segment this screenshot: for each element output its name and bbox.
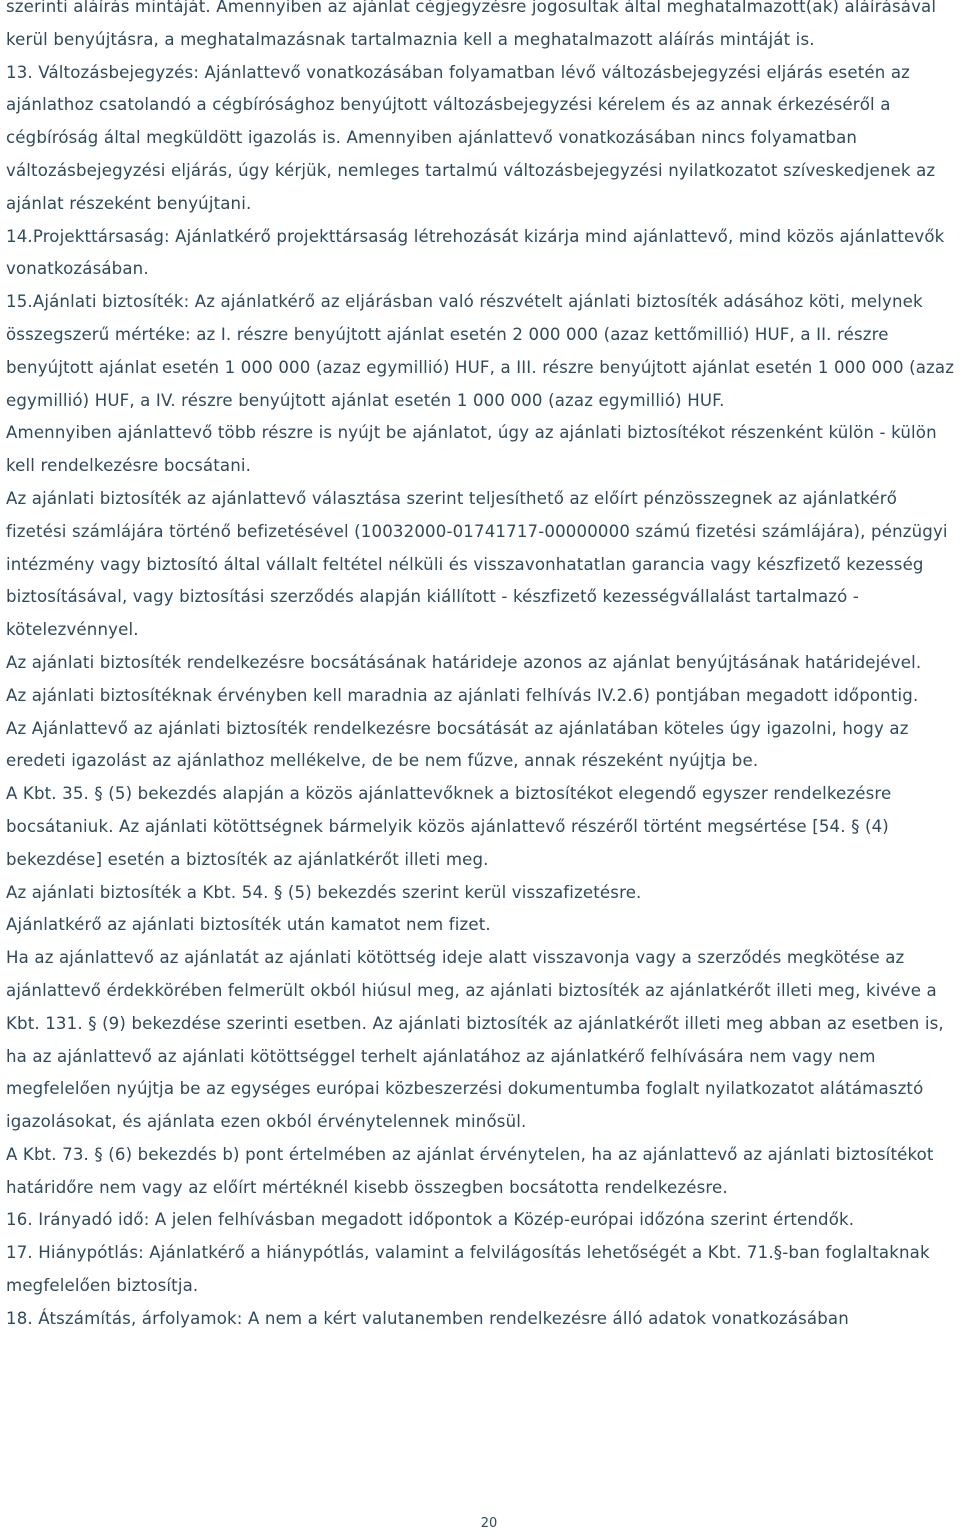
paragraph-security-validity: Az ajánlati biztosítéknak érvényben kell maradnia az ajánlati felhívás IV.2.6) pontjában megadott időpontig. bbox=[6, 685, 919, 705]
paragraph-14-project-company: 14.Projekttársaság: Ajánlatkérő projekttársaság létrehozását kizárja mind ajánlattevő, mind közös ajánlattevők vonatkozásában. bbox=[6, 226, 945, 279]
paragraph-security-deadline: Az ajánlati biztosíték rendelkezésre bocsátásának határideje azonos az ajánlat benyújtásának határidejével. bbox=[6, 652, 922, 672]
paragraph-signature-sample: szerinti aláírás mintáját. Amennyiben az ajánlat cégjegyzésre jogosultak által meghatalmazott(ak) aláírásával kerül benyújtásra, a meghatalmazásnak tartalmaznia kell a meghatalmazott aláírás mintáját is. bbox=[6, 0, 937, 49]
paragraph-multiple-parts: Amennyiben ajánlattevő több részre is nyújt be ajánlatot, úgy az ajánlati biztosítékot részenként külön - külön kell rendelkezésre bocsátani. bbox=[6, 423, 937, 476]
paragraph-security-proof: Az Ajánlattevő az ajánlati biztosíték rendelkezésre bocsátását az ajánlatában köteles úgy igazolni, hogy az eredeti igazolást az ajánlathoz mellékelve, de be nem fűzve, annak részeként nyújtja be. bbox=[6, 718, 909, 771]
page-number: 20 bbox=[480, 1516, 498, 1531]
document-body bbox=[6, 0, 956, 1336]
paragraph-no-interest: Ajánlatkérő az ajánlati biztosíték után kamatot nem fizet. bbox=[6, 915, 491, 935]
paragraph-security-refund: Az ajánlati biztosíték a Kbt. 54. § (5) bekezdés szerint kerül visszafizetésre. bbox=[6, 882, 642, 902]
paragraph-13-change-registration: 13. Változásbejegyzés: Ajánlattevő vonatkozásában folyamatban lévő változásbejegyzési eljárás esetén az ajánlathoz csatolandó a cégbírósághoz benyújtott változásbejegyzési kérelem és az annak érkezéséről a cégbíróság által megküldött igazolás is. Amennyiben ajánlattevő vonatkozásában nincs folyamatban változásbejegyzési eljárás, úgy kérjük, nemleges tartalmú változásbejegyzési nyilatkozatot szíveskedjenek az ajánlat részeként benyújtani. bbox=[6, 62, 936, 213]
paragraph-18-conversion: 18. Átszámítás, árfolyamok: A nem a kért valutanemben rendelkezésre álló adatok vonatkozásában bbox=[6, 1308, 849, 1328]
paragraph-invalid-bid: A Kbt. 73. § (6) bekezdés b) pont értelmében az ajánlat érvénytelen, ha az ajánlattevő az ajánlati biztosítékot határidőre nem vagy az előírt mértéknél kisebb összegben bocsátotta rendelkezésre. bbox=[6, 1144, 934, 1197]
paragraph-17-deficiency-remedy: 17. Hiánypótlás: Ajánlatkérő a hiánypótlás, valamint a felvilágosítás lehetőségét a Kbt. 71.§-ban foglaltaknak megfelelően biztosítja. bbox=[6, 1243, 930, 1296]
paragraph-security-fulfilment: Az ajánlati biztosíték az ajánlattevő választása szerint teljesíthető az előírt pénzösszegnek az ajánlatkérő fizetési számlájára történő befizetésével (10032000-01741717-00000000 számú fizetési számlájára), pénzügyi intézmény vagy biztosító által vállalt feltétel nélküli és visszavonhatatlan garancia vagy készfizető kezesség biztosításával, vagy biztosítási szerződés alapján kiállított - készfizető kezességvállalást tartalmazó - kötelezvénnyel. bbox=[6, 488, 948, 640]
paragraph-16-time-zone: 16. Irányadó idő: A jelen felhívásban megadott időpontok a Közép-európai időzóna szerint értendők. bbox=[6, 1210, 855, 1230]
paragraph-15-bid-security: 15.Ajánlati biztosíték: Az ajánlatkérő az eljárásban való részvételt ajánlati biztosíték adásához köti, melynek összegszerű mértéke: az I. részre benyújtott ajánlat esetén 2 000 000 (azaz kettőmillió) HUF, a II. részre benyújtott ajánlat esetén 1 000 000 (azaz egymillió) HUF, a III. részre benyújtott ajánlat esetén 1 000 000 (azaz egymillió) HUF, a IV. részre benyújtott ajánlat esetén 1 000 000 (azaz egymillió) HUF. bbox=[6, 292, 955, 410]
paragraph-security-forfeit: Ha az ajánlattevő az ajánlatát az ajánlati kötöttség ideje alatt visszavonja vagy a szerződés megkötése az ajánlattevő érdekkörében felmerült okból hiúsul meg, az ajánlati biztosíték az ajánlatkérőt illeti meg, kivéve a Kbt. 131. § (9) bekezdése szerinti esetben. Az ajánlati biztosíték az ajánlatkérőt illeti meg abban az esetben is, ha az ajánlattevő az ajánlati kötöttséggel terhelt ajánlatához az ajánlatkérő felhívására nem vagy nem megfelelően nyújtja be az egységes európai közbeszerzési dokumentumba foglalt nyilatkozatot alátámasztó igazolásokat, és ajánlata ezen okból érvénytelennek minősül. bbox=[6, 948, 944, 1132]
paragraph-joint-bidders: A Kbt. 35. § (5) bekezdés alapján a közös ajánlattevőknek a biztosítékot elegendő egyszer rendelkezésre bocsátaniuk. Az ajánlati kötöttségnek bármelyik közös ajánlattevő részéről történt megsértése [54. § (4) bekezdése] esetén a biztosíték az ajánlatkérőt illeti meg. bbox=[6, 784, 892, 869]
